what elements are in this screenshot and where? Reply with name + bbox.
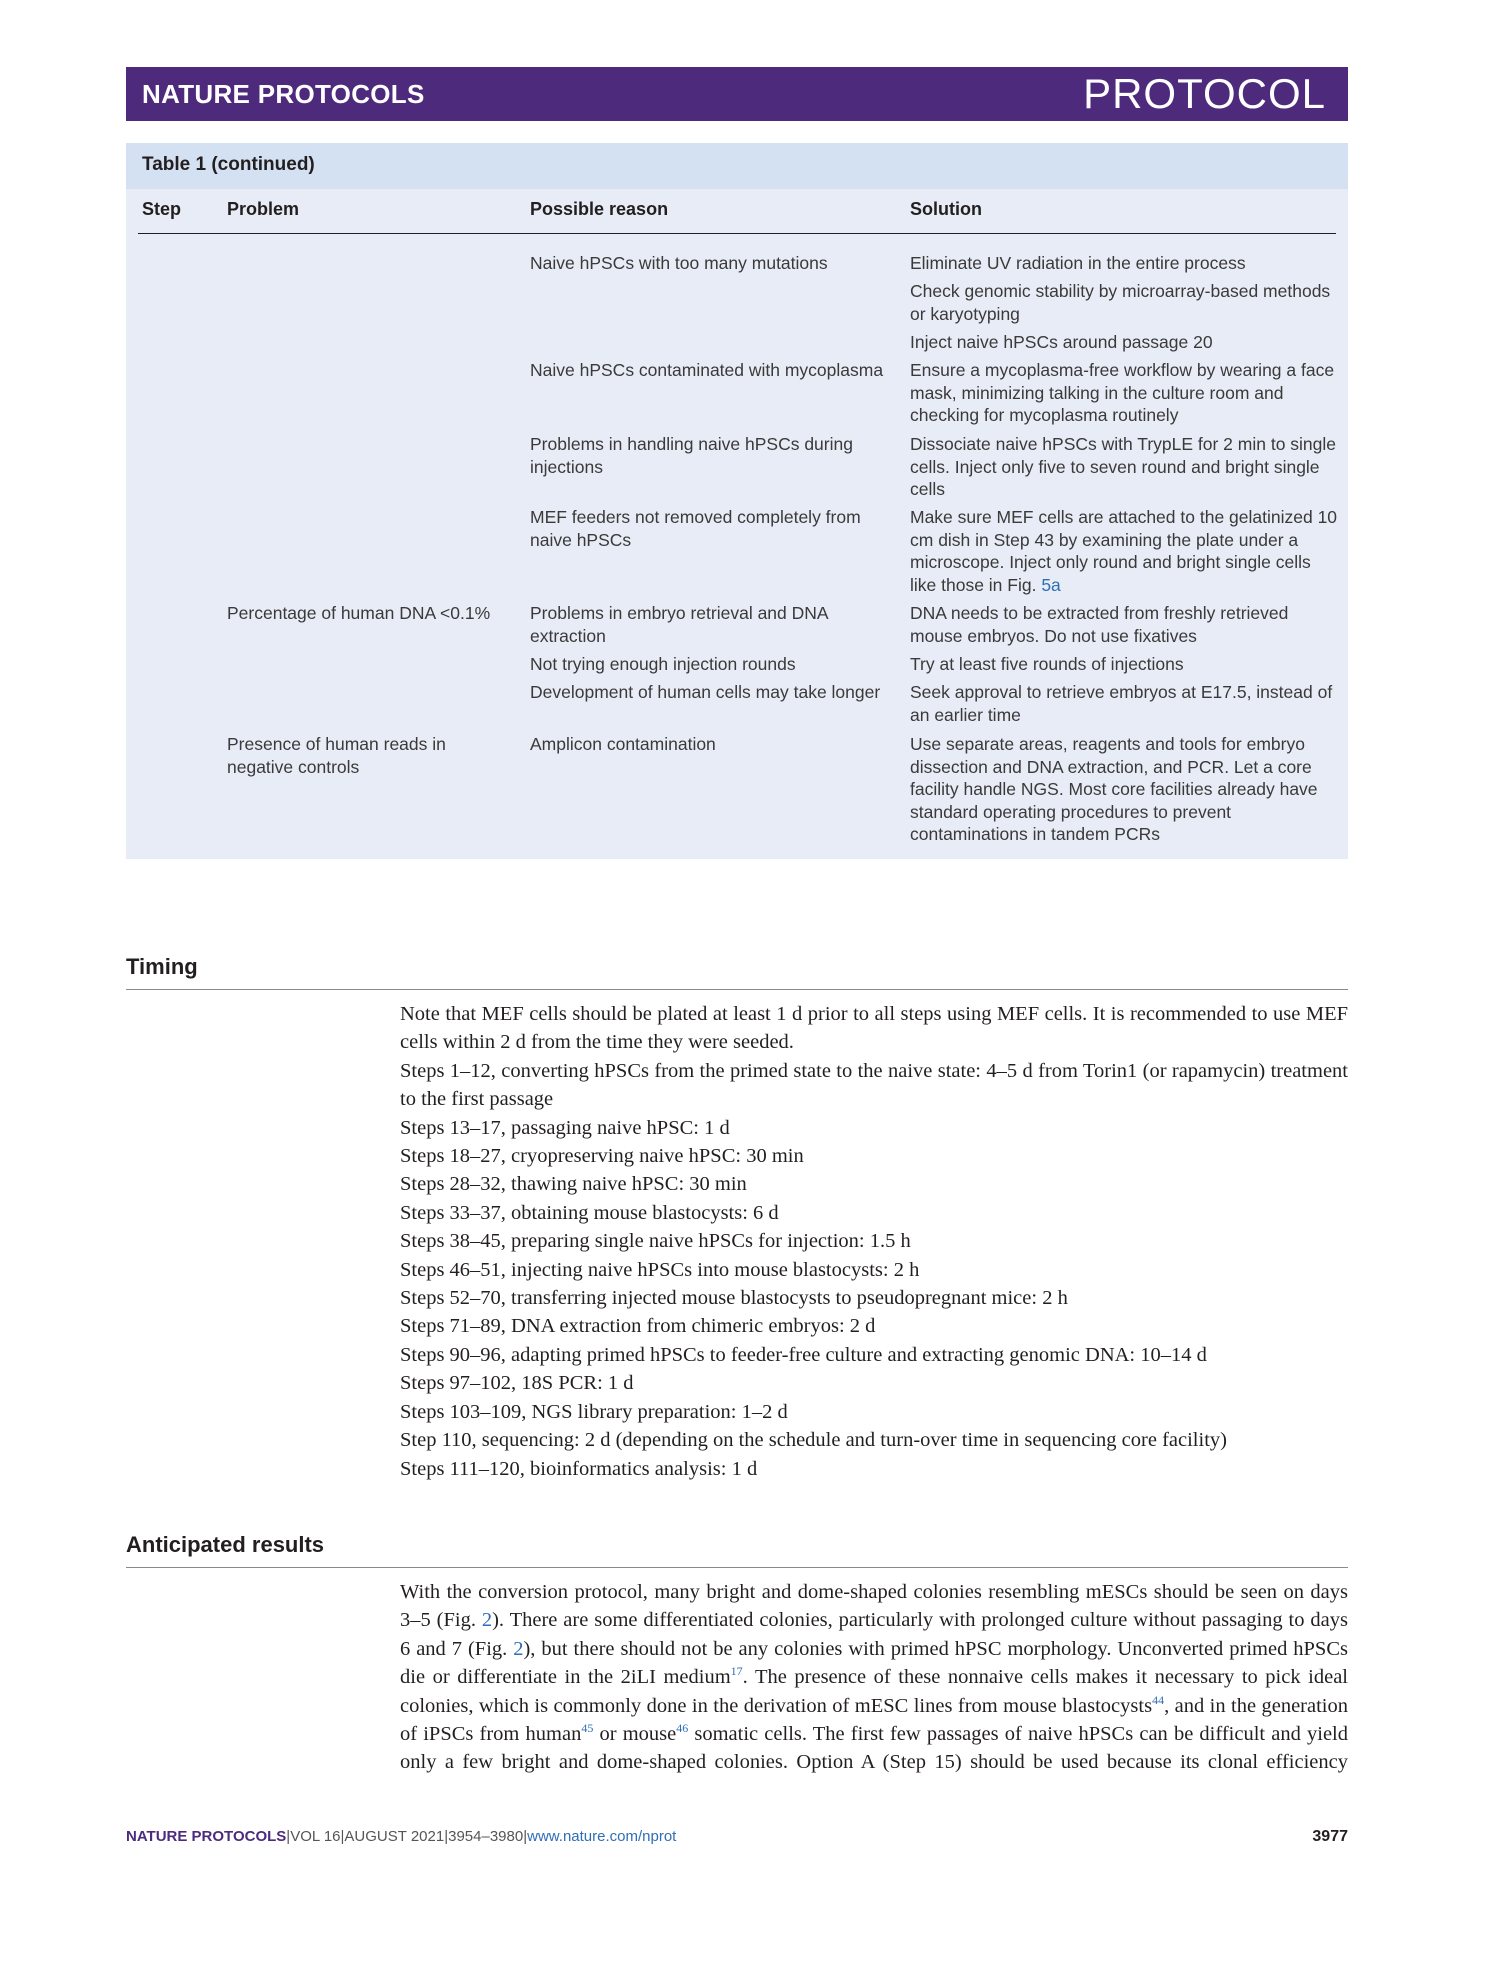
timing-step: Steps 111–120, bioinformatics analysis: 1 d <box>400 1457 758 1480</box>
troubleshooting-table <box>126 143 1348 859</box>
solution-cell: Seek approval to retrieve embryos at E17.5, instead of an earlier time <box>910 682 1333 725</box>
page-number: 3977 <box>1312 1828 1348 1845</box>
journal-header-bar <box>126 67 1348 121</box>
solution-cell: Eliminate UV radiation in the entire process <box>910 253 1246 273</box>
timing-step: Steps 46–51, injecting naive hPSCs into mouse blastocysts: 2 h <box>400 1258 920 1281</box>
figure-link[interactable]: 2 <box>513 1637 524 1660</box>
figure-link[interactable]: 5a <box>1041 574 1061 595</box>
timing-step: Steps 28–32, thawing naive hPSC: 30 min <box>400 1173 747 1196</box>
column-header-step: Step <box>142 199 182 219</box>
solution-cell: Dissociate naive hPSCs with TrypLE for 2 min to single cells. Inject only five to seven round and bright single cells <box>910 434 1337 499</box>
column-header-solution: Solution <box>910 199 982 219</box>
reason-cell: Problems in handling naive hPSCs during injections <box>530 434 853 477</box>
table-caption: Table 1 (continued) <box>126 143 1348 189</box>
timing-step: Steps 38–45, preparing single naive hPSCs for injection: 1.5 h <box>400 1230 911 1253</box>
reason-cell: Development of human cells may take longer <box>530 682 881 702</box>
table-header-row <box>138 189 1336 234</box>
figure-link[interactable]: 2 <box>481 1609 493 1632</box>
timing-intro: Note that MEF cells should be plated at least 1 d prior to all steps using MEF cells. It is recommended to use MEF cells within 2 d from the time they were seeded. <box>400 1003 1348 1054</box>
solution-cell: Inject naive hPSCs around passage 20 <box>910 332 1213 352</box>
results-paragraph: With the conversion protocol, many bright and dome-shaped colonies resembling mESCs should be seen on days 3–5 (Fig. 2). There are some differentiated colonies, particularly with prolonged culture without passaging to days 6 and 7 (Fig. 2), but there should not be any colonies with primed hPSC morphology. Unconverted primed hPSCs die or differentiate in the 2iLI medium$^{17}$. The presence of these nonnaive cells makes it necessary to pick ideal colonies, which is commonly done in the derivation of mESC lines from mouse blastocysts$^{44}$, and in the generation of iPSCs from human$^{45}$ or mouse$^{46}$ somatic cells. The first few passages of naive hPSCs can be difficult and yield only a few bright and dome-shaped colonies. Option A (Step 15) should be used because its clonal efficiency <box>400 1581 1348 1774</box>
anticipated-results-section <box>400 1578 1348 1777</box>
timing-step: Steps 18–27, cryopreserving naive hPSC: 30 min <box>400 1145 804 1168</box>
page-footer: NATURE PROTOCOLS|VOL 16|AUGUST 2021|3954–3980|www.nature.com/nprot 3977 <box>126 1828 1348 1845</box>
footer-pages: 3954–3980 <box>448 1828 524 1845</box>
timing-step-conversion: Steps 1–12, converting hPSCs from the primed state to the naive state: 4–5 d from Torin1 (or rapamycin) treatment to the first passage <box>400 1059 1348 1111</box>
footer-url-link[interactable]: www.nature.com/nprot <box>527 1828 677 1845</box>
timing-section <box>400 1000 1348 1483</box>
journal-name: NATURE PROTOCOLS <box>142 78 425 109</box>
anticipated-results-heading: Anticipated results <box>126 1532 1348 1568</box>
timing-heading: Timing <box>126 954 1348 990</box>
timing-step: Steps 90–96, adapting primed hPSCs to feeder-free culture and extracting genomic DNA: 10–14 d <box>400 1343 1207 1366</box>
problem-cell: Presence of human reads in negative controls <box>227 734 446 777</box>
footer-journal: NATURE PROTOCOLS <box>126 1828 287 1845</box>
timing-step: Steps 13–17, passaging naive hPSC: 1 d <box>400 1116 730 1139</box>
column-header-problem: Problem <box>227 199 300 219</box>
reason-cell: Amplicon contamination <box>530 734 716 754</box>
reason-cell: Naive hPSCs with too many mutations <box>530 253 828 273</box>
solution-cell: Check genomic stability by microarray-based methods or karyotyping <box>910 281 1331 324</box>
timing-step: Steps 71–89, DNA extraction from chimeric embryos: 2 d <box>400 1315 876 1338</box>
citation-link[interactable]: 46 <box>676 1721 689 1736</box>
timing-step: Steps 33–37, obtaining mouse blastocysts: 6 d <box>400 1201 779 1224</box>
timing-step: Step 110, sequencing: 2 d (depending on the schedule and turn-over time in sequencing core facility) <box>400 1429 1227 1452</box>
solution-cell: Use separate areas, reagents and tools for embryo dissection and DNA extraction, and PCR. Let a core facility handle NGS. Most core facilities already have standard operating procedures to prevent contaminations in tandem PCRs <box>910 734 1318 844</box>
footer-volume: VOL 16 <box>290 1828 341 1845</box>
column-header-reason: Possible reason <box>530 199 669 219</box>
article-type: PROTOCOL <box>1083 70 1326 117</box>
citation-link[interactable]: 45 <box>581 1721 594 1736</box>
solution-cell: Try at least five rounds of injections <box>910 654 1184 674</box>
footer-date: AUGUST 2021 <box>344 1828 445 1845</box>
timing-step: Steps 97–102, 18S PCR: 1 d <box>400 1372 634 1395</box>
solution-cell: Ensure a mycoplasma-free workflow by wearing a face mask, minimizing talking in the culture room and checking for mycoplasma routinely <box>910 360 1335 425</box>
problem-cell: Percentage of human DNA <0.1% <box>227 603 491 623</box>
timing-step: Steps 103–109, NGS library preparation: 1–2 d <box>400 1400 788 1423</box>
timing-step: Steps 52–70, transferring injected mouse blastocysts to pseudopregnant mice: 2 h <box>400 1287 1068 1310</box>
solution-cell: DNA needs to be extracted from freshly retrieved mouse embryos. Do not use fixatives <box>910 603 1289 646</box>
citation-link[interactable]: 17 <box>730 1664 743 1679</box>
reason-cell: Not trying enough injection rounds <box>530 654 796 674</box>
reason-cell: MEF feeders not removed completely from naive hPSCs <box>530 507 861 550</box>
reason-cell: Problems in embryo retrieval and DNA extraction <box>530 603 828 646</box>
citation-link[interactable]: 44 <box>1152 1692 1165 1707</box>
reason-cell: Naive hPSCs contaminated with mycoplasma <box>530 360 884 380</box>
solution-cell: Make sure MEF cells are attached to the gelatinized 10 cm dish in Step 43 by examining the plate under a microscope. Inject only round and bright single cells like those in Fig. 5a <box>910 507 1338 595</box>
